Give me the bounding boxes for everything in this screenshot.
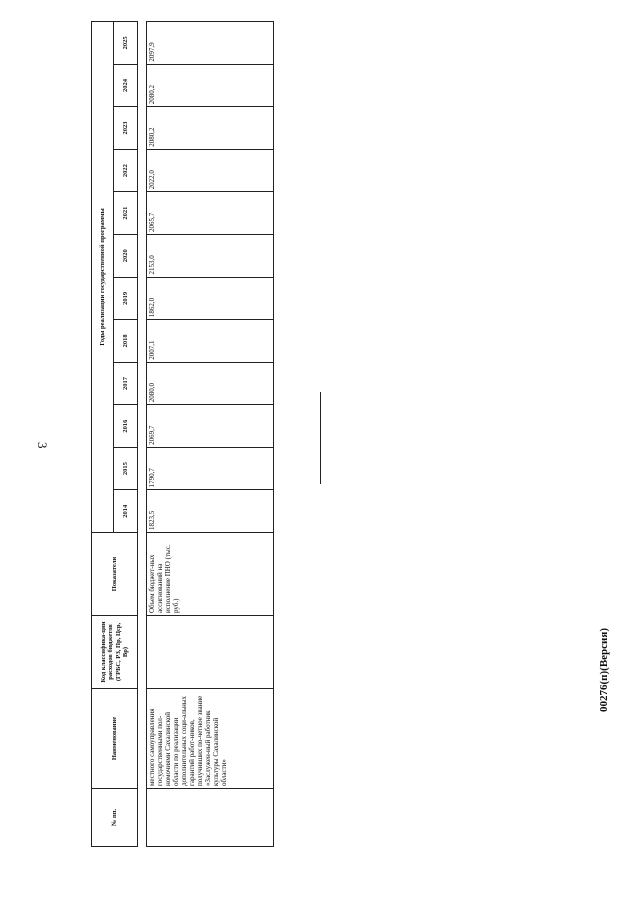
cell-code [147,616,274,689]
header-year: 2022 [114,149,138,192]
header-year: 2019 [114,277,138,320]
header-no: № пп. [92,789,138,847]
header-year: 2016 [114,405,138,448]
cell-value: 2069,7 [147,405,274,448]
header-year: 2020 [114,234,138,277]
cell-value: 2065,7 [147,192,274,235]
cell-value: 2080,0 [147,362,274,405]
header-code: Код классифика-ции расходов бюджетов (ГРБС, РЗ, Пр, Цср, Вр) [92,616,138,689]
cell-value: 2080,2 [147,64,274,107]
budget-table [91,21,274,847]
divider-line [320,392,321,484]
header-year: 2018 [114,320,138,363]
table-gap-row [138,22,147,847]
cell-value: 2097,9 [147,22,274,65]
cell-value: 2007,1 [147,320,274,363]
table-row [147,22,274,847]
header-year: 2015 [114,447,138,490]
page-number: 3 [35,442,50,449]
cell-value: 2022,0 [147,149,274,192]
cell-value: 1823,5 [147,490,274,533]
cell-no [147,789,274,847]
data-table-container [91,21,274,847]
cell-value: 1790,7 [147,447,274,490]
header-years-group: Годы реализации государственной программы [92,22,114,533]
cell-value: 2080,2 [147,107,274,150]
header-year: 2014 [114,490,138,533]
header-indicator: Показатели [92,533,138,616]
cell-name: местного самоуправления государственными пол-номочиями Сахалинской области по реализации дополнительных соци-альных гарантий работ-ников, получивших по-четное звание «Заслужен-ный работник культуры Сахалинской области» [147,689,274,789]
cell-value: 2153,0 [147,234,274,277]
header-year: 2021 [114,192,138,235]
header-year: 2025 [114,22,138,65]
cell-indicator: Объем бюджет-ных ассигнований на исполнение ПНО (тыс. руб.) [147,533,274,616]
header-year: 2017 [114,362,138,405]
header-year: 2023 [114,107,138,150]
document-code: 00276(п)(Версия) [598,628,610,712]
header-name: Наименование [92,689,138,789]
cell-value: 1862,0 [147,277,274,320]
header-year: 2024 [114,64,138,107]
